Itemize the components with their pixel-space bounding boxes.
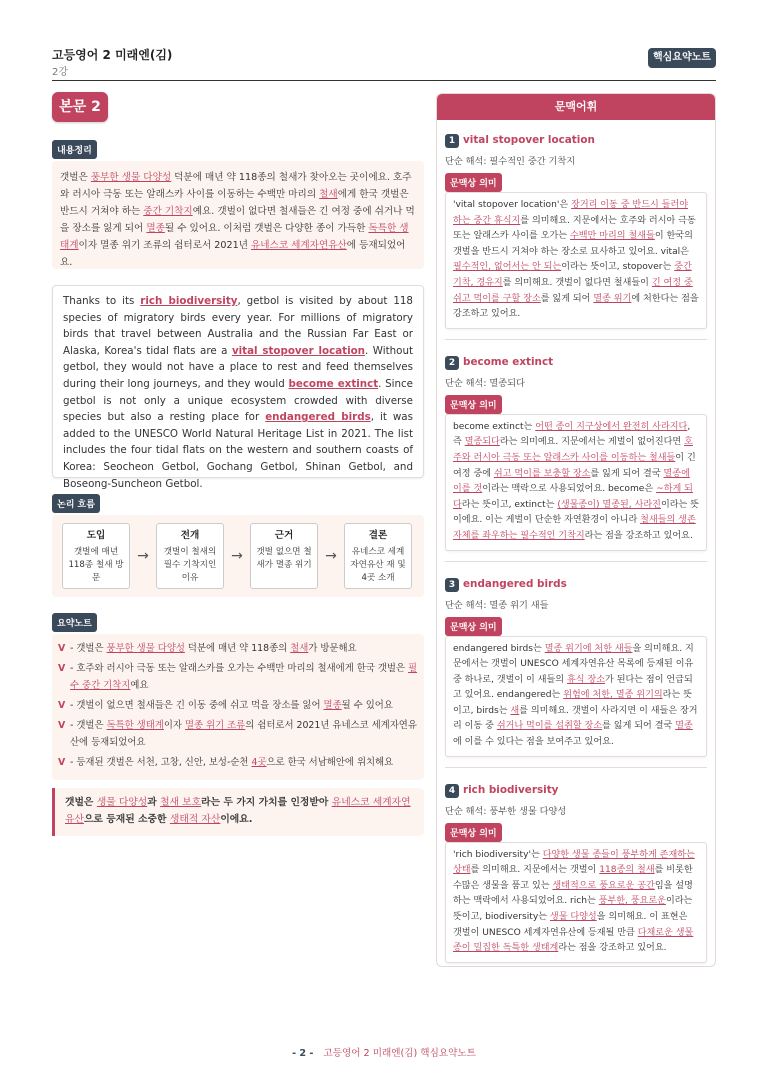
note-type-badge: 핵심요약노트: [648, 48, 716, 68]
summary-note-section: [52, 611, 424, 780]
vocab-number: 2: [445, 356, 459, 370]
section-title: 본문 2: [52, 92, 108, 122]
summary-note-item: V - 호주와 러시아 극동 또는 알래스카를 오가는 수백만 마리의 철새에게 한국 갯벌은 필수 중간 기착지예요: [58, 663, 418, 691]
header-divider: [52, 80, 716, 81]
flow-step-body: 유네스코 세계자연유산 재 및 4곳 소개: [350, 547, 406, 583]
arrow-right-icon: →: [137, 547, 149, 564]
vocab-entry: [437, 572, 715, 768]
arrow-right-icon: →: [325, 547, 337, 564]
doc-title: 고등영어 2 미래엔(김): [52, 48, 173, 62]
arrow-right-icon: →: [231, 547, 243, 564]
flow-step: [62, 523, 130, 589]
context-vocab-title: 문맥어휘: [437, 94, 715, 120]
summary-note-item: V - 등재된 갯벌은 서천, 고창, 신안, 보성-순천 4곳으로 한국 서남해안에 위치해요: [58, 757, 394, 768]
flow-step: [156, 523, 224, 589]
summary-note-item: V - 갯벌은 독특한 생태계이자 멸종 위기 조류의 쉼터로서 2021년 유네스코 세계자연유산에 등재되었어요: [58, 720, 417, 748]
content-summary-tag: 내용정리: [52, 140, 97, 159]
content-summary-text: 갯벌은 풍부한 생물 다양성 덕분에 매년 약 118종의 철새가 찾아오는 곳이에요. 호주와 러시아 극동 또는 알래스카 사이를 이동하는 수백만 마리의 철새에게 한국 갯벌은 반드시 거쳐야 하는 중간 기착지예요. 갯벌이 없다면 철새들은 긴 여정 중에 쉬거나 먹을 장소를 잃게 되어 멸종될 수 있어요. 이처럼 갯벌은 다양한 종이 가득한 독특한 생태계이자 멸종 위기 조류의 쉼터로서 2021년 유네스코 세계자연유산에 등재되었어요.: [52, 161, 424, 269]
flow-step-body: 갯벌에 매년 118종 철새 방문: [68, 547, 124, 583]
vocab-number: 4: [445, 784, 459, 798]
vocab-term: rich biodiversity: [463, 783, 559, 796]
vocab-term: become extinct: [463, 355, 554, 368]
footer-text: 고등영어 2 미래엔(김) 핵심요약노트: [323, 1048, 476, 1059]
vocab-number: 1: [445, 134, 459, 148]
context-meaning-tag: 문맥상 의미: [445, 617, 502, 636]
summary-note-tag: 요약노트: [52, 613, 97, 632]
logic-flow-tag: 논리 흐름: [52, 494, 100, 513]
lesson-number: 2강: [52, 67, 69, 78]
left-column: [52, 92, 424, 836]
context-vocab-panel: [436, 93, 716, 967]
vocab-term: vital stopover location: [463, 134, 595, 146]
vocab-entry: [437, 350, 715, 562]
summary-note-list: [52, 634, 424, 780]
context-meaning-tag: 문맥상 의미: [445, 173, 502, 192]
context-meaning-text: 'rich biodiversity'는 다양한 생물 종들이 풍부하게 존재하는 상태를 의미해요. 지문에서는 갯벌이 118종의 철새를 비롯한 수많은 생물을 품고 있는 생태적으로 풍요로운 공간임을 설명하는 맥락에서 사용되었어요. rich는 풍부한, 풍요로운이라는 뜻이고, biodiversity는 생물 다양성을 의미해요. 이 표현은 갯벌이 UNESCO 세계자연유산에 등재될 만큼 다채로운 생물 종이 밀집한 독특한 생태계라는 점을 강조하고 있어요.: [445, 842, 707, 963]
vocab-definition: 단순 해석: 멸종되다: [445, 377, 525, 389]
vocab-entry: [437, 778, 715, 963]
page-number: - 2 -: [292, 1048, 314, 1059]
vocab-definition: 단순 해석: 풍부한 생물 다양성: [445, 805, 567, 817]
context-meaning-tag: 문맥상 의미: [445, 395, 502, 414]
logic-flow-section: [52, 492, 424, 597]
flow-step-head: 전개: [180, 530, 200, 541]
vocab-number: 3: [445, 578, 459, 592]
vocab-entry: [437, 128, 715, 340]
flow-step-head: 결론: [368, 530, 388, 541]
flow-step-head: 근거: [274, 530, 294, 541]
key-takeaway: 갯벌은 생물 다양성과 철새 보호라는 두 가지 가치를 인정받아 유네스코 세계자연유산으로 등재된 소중한 생태적 자산이에요.: [52, 788, 424, 836]
content-summary-section: [52, 138, 424, 269]
flow-step: [344, 523, 412, 589]
vocab-term: endangered birds: [463, 577, 567, 590]
vocab-definition: 단순 해석: 멸종 위기 새들: [445, 599, 549, 611]
flow-step-body: 갯벌 없으면 철새가 멸종 위기: [256, 547, 312, 570]
context-meaning-text: 'vital stopover location'은 장거리 이동 중 반드시 들러야 하는 중간 휴식지를 의미해요. 지문에서는 호주와 러시아 극동 또는 알래스카 사이를 오가는 수백만 마리의 철새들이 한국의 갯벌을 반드시 거쳐야 하는 장소로 묘사하고 있어요. vital은 필수적인, 없어서는 안 되는이라는 뜻이고, stopover는 중간 기착, 경유지를 의미해요. 갯벌이 없다면 철새들이 긴 여정 중 쉬고 먹이를 구할 장소를 잃게 되어 멸종 위기에 처한다는 점을 강조하고 있어요.: [445, 192, 707, 329]
flow-step: [250, 523, 318, 589]
page-footer: [0, 1045, 768, 1059]
context-meaning-text: become extinct는 어떤 종이 지구상에서 완전히 사라지다, 즉 멸종되다라는 의미예요. 지문에서는 게벌이 없어진다면 호주와 러시아 극동 또는 알래스카 사이를 이동하는 철새들이 긴 여정 중에 쉬고 먹이를 보충할 장소를 잃게 되어 결국 멸종에 이를 것이라는 맥락으로 사용되었어요. become은 ~하게 되다라는 뜻이고, extinct는 (생물종이) 멸종된, 사라진이라는 뜻이에요. 이는 게벌이 단순한 자연환경이 아니라 철새들의 생존 자체를 좌우하는 필수적인 기착지라는 점을 강조하고 있어요.: [445, 414, 707, 551]
summary-note-item: V - 갯벌이 없으면 철새들은 긴 이동 중에 쉬고 먹을 장소를 잃어 멸종될 수 있어요: [58, 700, 393, 711]
context-meaning-tag: 문맥상 의미: [445, 823, 502, 842]
flow-step-body: 갯벌이 철새의 필수 기착지인 이유: [163, 547, 217, 583]
english-passage: Thanks to its rich biodiversity, getbol is visited by about 118 species of migratory birds every year. For millions of migratory birds that travel between Australia and the Russian Far East or Alaska, Korea's tidal flats are a vital stopover location. Without getbol, they would not have a place to rest and feed themselves during their long journeys, and they would become extinct. Since getbol is not only a unique ecosystem crowded with diverse species but also a resting place for endangered birds, it was added to the UNESCO World Natural Heritage List in 2021. The list includes the four tidal flats on the western and southern coasts of Korea: Seocheon Getbol, Gochang Getbol, Shinan Getbol, and Boseong-Suncheon Getbol.: [52, 285, 424, 478]
vocab-definition: 단순 해석: 필수적인 중간 기착지: [445, 156, 576, 167]
logic-flow: [52, 515, 424, 597]
summary-note-item: V - 갯벌은 풍부한 생물 다양성 덕분에 매년 약 118종의 철새가 방문해요: [58, 643, 357, 654]
context-meaning-text: endangered birds는 멸종 위기에 처한 새들을 의미해요. 지문에서는 갯벌이 UNESCO 세계자연유산 목록에 등재된 이유 중 하나로, 갯벌이 이 새들의 휴식 장소가 된다는 점이 언급되고 있어요. endangered는 위험에 처한, 멸종 위기의라는 뜻이고, birds는 새를 의미해요. 갯벌이 사라지면 이 새들은 장거리 이동 중 쉬거나 먹이를 섭취할 장소를 잃게 되어 결국 멸종에 이를 수 있다는 점을 보여주고 있어요.: [445, 636, 707, 757]
flow-step-head: 도입: [86, 530, 106, 541]
